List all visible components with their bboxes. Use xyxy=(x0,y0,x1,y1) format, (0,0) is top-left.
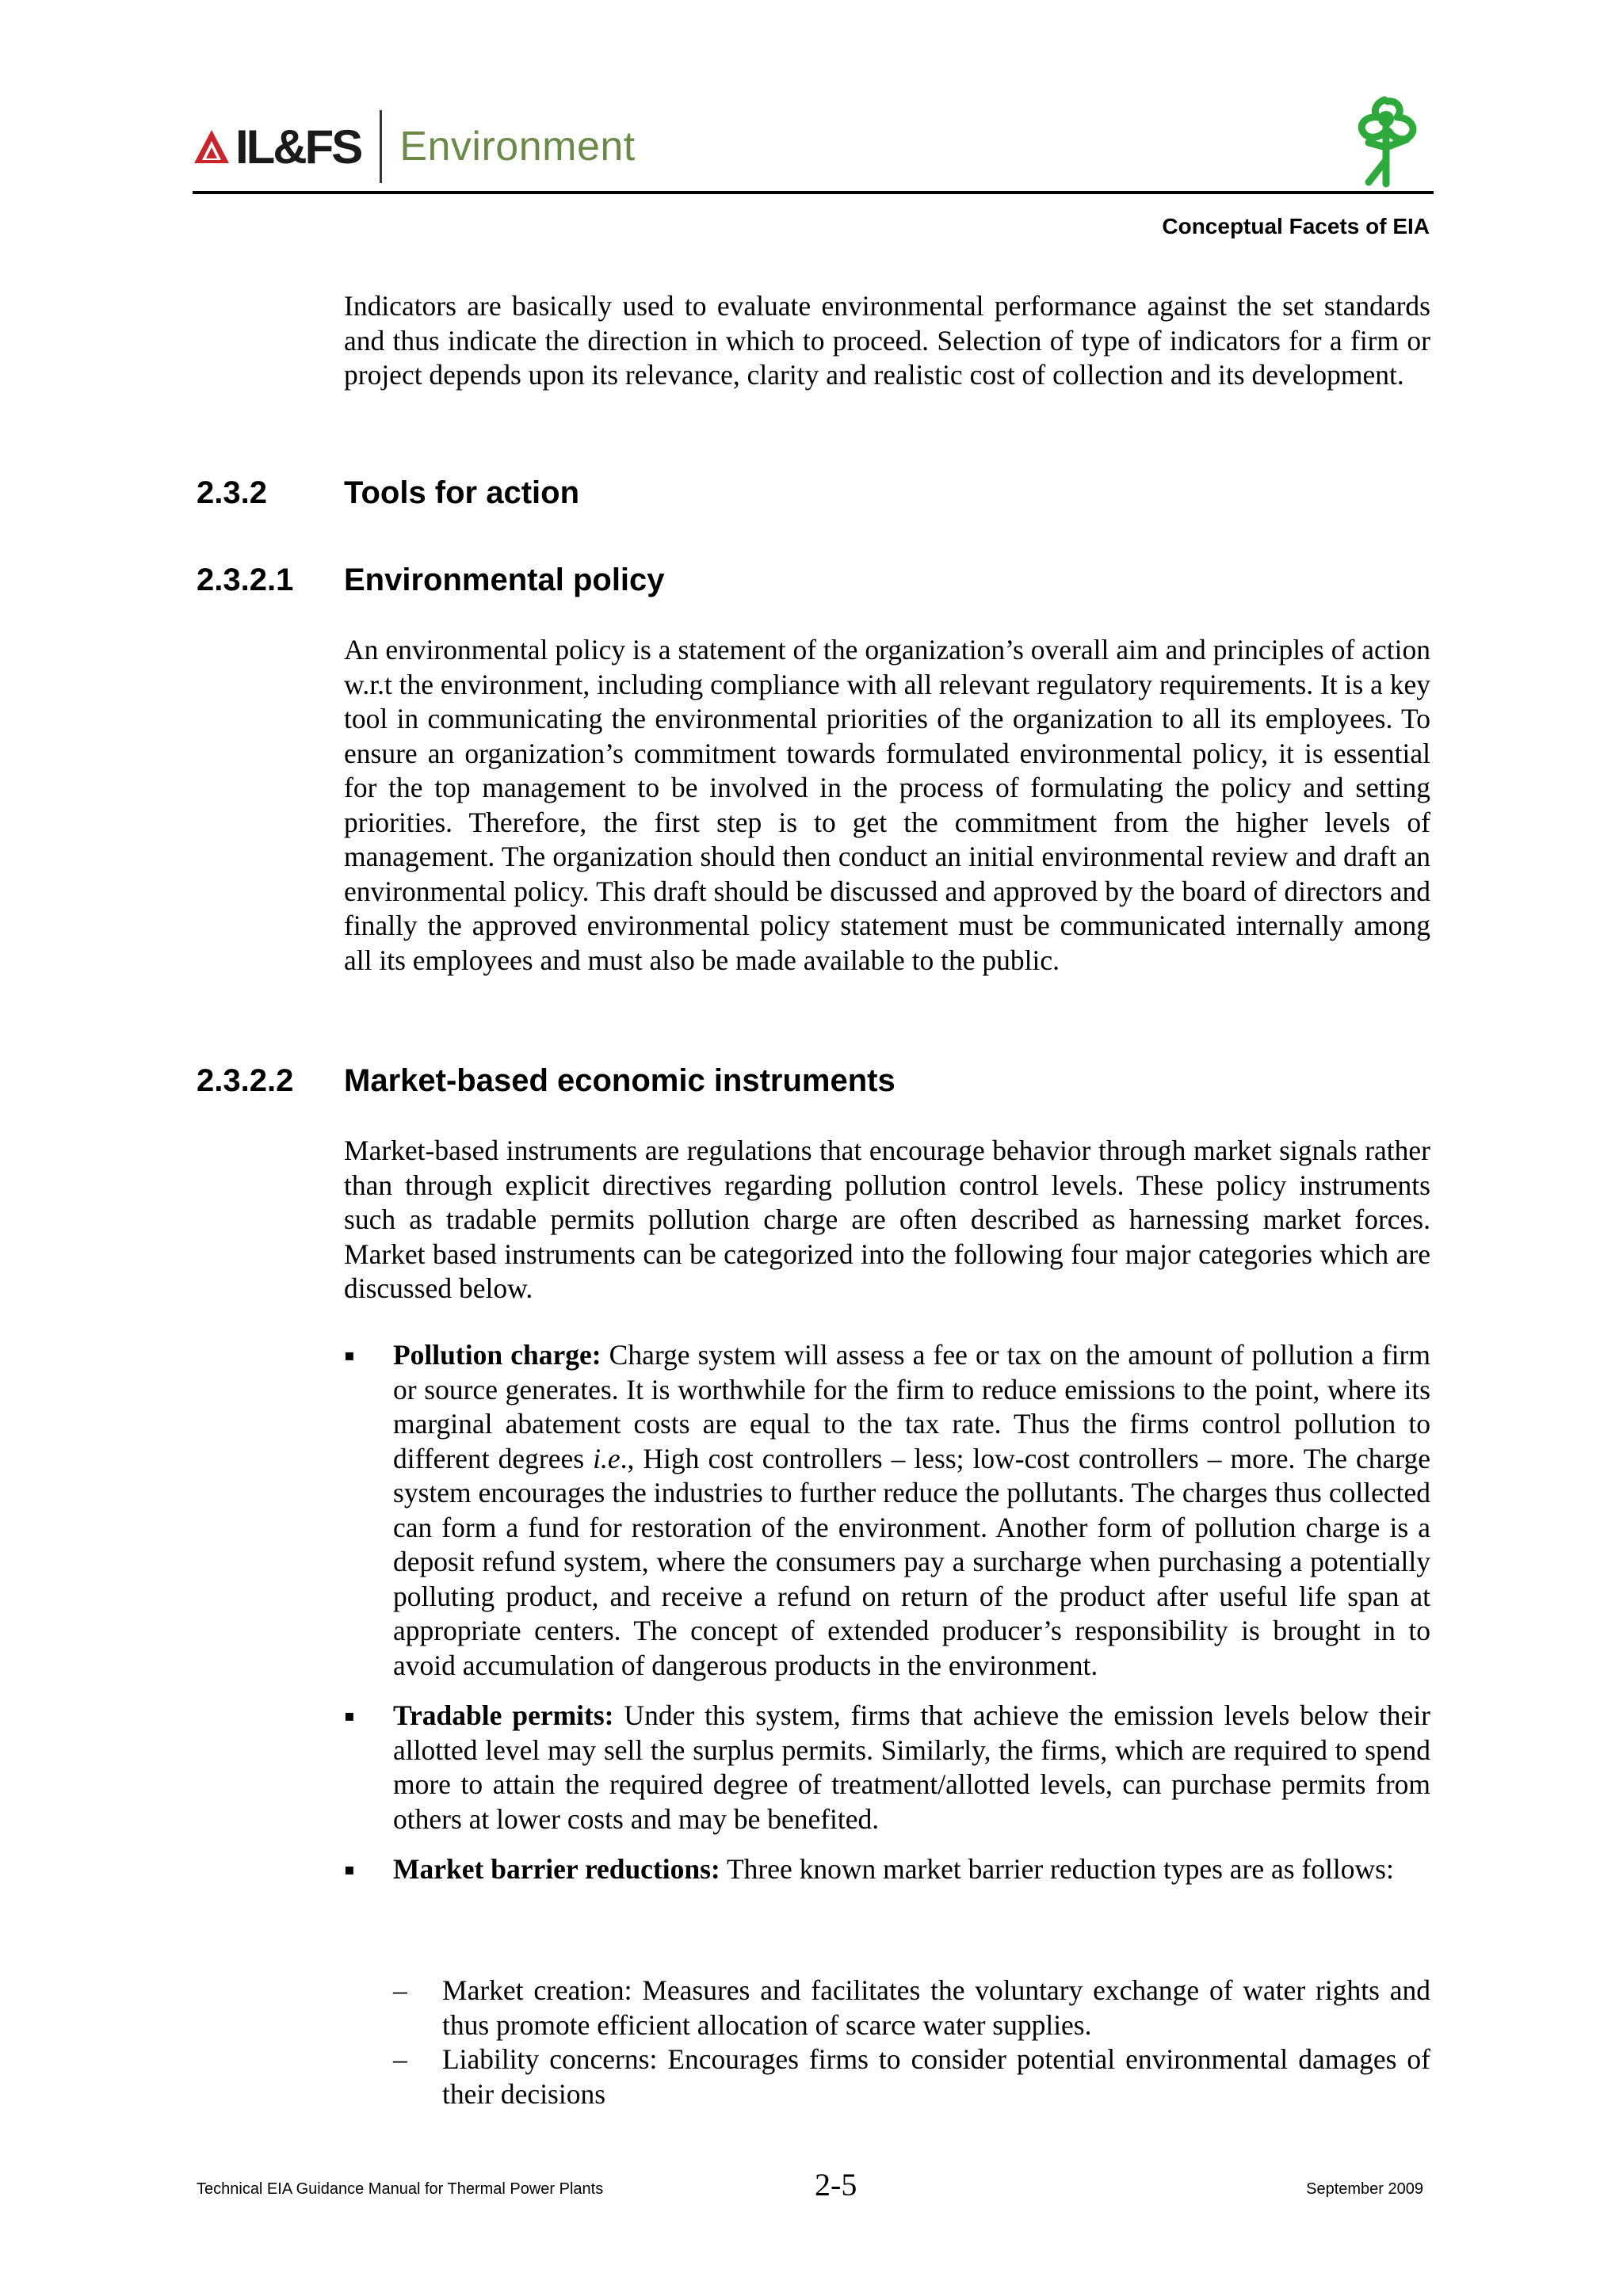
market-instruments-paragraph: Market-based instruments are regulations that encourage behavior through market signals rather than through explicit directives regarding pollution control levels. These policy instruments such as tradable permits pollution charge are often described as harnessing market forces. Market based instruments can be categorized into the following four major categories which are discussed below. xyxy=(344,1135,1430,1304)
sub-list-item xyxy=(344,2042,1430,2111)
bullet-text: Under this system, firms that achieve the emission levels below their allotted level may sell the surplus permits. Similarly, the firms, which are required to spend more to attain the required degree of treatment/allotted levels, can purchase permits from others at lower costs and may be benefited. xyxy=(393,1699,1431,1835)
logo-divider xyxy=(380,110,382,183)
division-name: Environment xyxy=(399,124,636,170)
list-item xyxy=(344,1338,1430,1683)
sub-item-text: Liability concerns: Encourages firms to consider potential environmental damages of their decisions xyxy=(442,2043,1430,2110)
heading-title: Market-based economic instruments xyxy=(344,1063,896,1098)
instrument-list xyxy=(344,1338,1430,1887)
bullet-italic: i.e xyxy=(593,1442,621,1474)
tree-person-icon xyxy=(1348,95,1424,189)
list-item xyxy=(344,1699,1430,1836)
dash-marker: – xyxy=(393,1974,407,2006)
list-item xyxy=(344,1852,1430,1887)
sub-list-item xyxy=(344,1974,1430,2042)
heading-title: Tools for action xyxy=(344,475,580,510)
ilfs-triangle-icon xyxy=(193,128,231,165)
running-section-title: Conceptual Facets of EIA xyxy=(1162,214,1430,238)
sub-item-text: Market creation: Measures and facilitates the voluntary exchange of water rights and thus promote efficient allocation of scarce water supplies. xyxy=(442,1974,1430,2041)
page-header xyxy=(193,95,1434,195)
heading-2-3-2-1 xyxy=(197,563,665,598)
bullet-square-icon: ▪ xyxy=(344,1345,355,1364)
heading-number: 2.3.2 xyxy=(197,475,267,510)
ilfs-logo xyxy=(193,119,636,174)
bullet-text: Charge system will assess a fee or tax on the amount of pollution a firm or source generates. It is worthwhile for the firm to reduce emissions to the point, where its marginal abatement costs are equal to the tax rate. Thus the firms control pollution to different degrees xyxy=(393,1339,1430,1474)
page-number: 2-5 xyxy=(815,2167,857,2203)
bullet-text: Three known market barrier reduction types are as follows: xyxy=(720,1853,1394,1885)
heading-title: Environmental policy xyxy=(344,563,665,597)
footer-date: September 2009 xyxy=(1306,2180,1423,2198)
header-rule xyxy=(193,191,1434,194)
heading-number: 2.3.2.1 xyxy=(197,563,294,597)
bullet-square-icon: ▪ xyxy=(344,1859,355,1878)
bullet-term: Market barrier reductions: xyxy=(393,1853,720,1885)
bullet-square-icon: ▪ xyxy=(344,1706,355,1725)
bullet-text: ., High cost controllers – less; low-cost controllers – more. The charge system encourages the industries to further reduce the pollutants. The charges thus collected can form a fund for restoration of the environment. Another form of pollution charge is a deposit refund system, where the consumers pay a surcharge when purchasing a potentially polluting product, and receive a refund on return of the product after useful life span at appropriate centers. The concept of extended producer’s responsibility is brought in to avoid accumulation of dangerous products in the environment. xyxy=(393,1442,1430,1681)
heading-number: 2.3.2.2 xyxy=(197,1063,294,1098)
heading-2-3-2 xyxy=(197,475,579,511)
bullet-term: Pollution charge: xyxy=(393,1339,601,1371)
dash-marker: – xyxy=(393,2043,407,2075)
bullet-term: Tradable permits: xyxy=(393,1699,614,1731)
intro-paragraph: Indicators are basically used to evaluate environmental performance against the set standards and thus indicate the direction in which to proceed. Selection of type of indicators for a firm or project depends upon its relevance, clarity and realistic cost of collection and its development. xyxy=(344,290,1430,391)
environmental-policy-paragraph: An environmental policy is a statement of the organization’s overall aim and principles of action w.r.t the environment, including compliance with all relevant regulatory requirements. It is a key tool in communicating the environmental priorities of the organization to all its employees. To ensure an organization’s commitment towards formulated environmental policy, it is essential for the top management to be involved in the process of formulating the policy and setting priorities. Therefore, the first step is to get the commitment from the higher levels of management. The organization should then conduct an initial environmental review and draft an environmental policy. This draft should be discussed and approved by the board of directors and finally the approved environmental policy statement must be communicated internally among all its employees and must also be made available to the public. xyxy=(344,634,1430,976)
footer-document-title: Technical EIA Guidance Manual for Thermal Power Plants xyxy=(197,2180,604,2198)
brand-text: IL&FS xyxy=(235,120,361,174)
heading-2-3-2-2 xyxy=(197,1063,896,1099)
barrier-subitems xyxy=(344,1974,1430,2111)
